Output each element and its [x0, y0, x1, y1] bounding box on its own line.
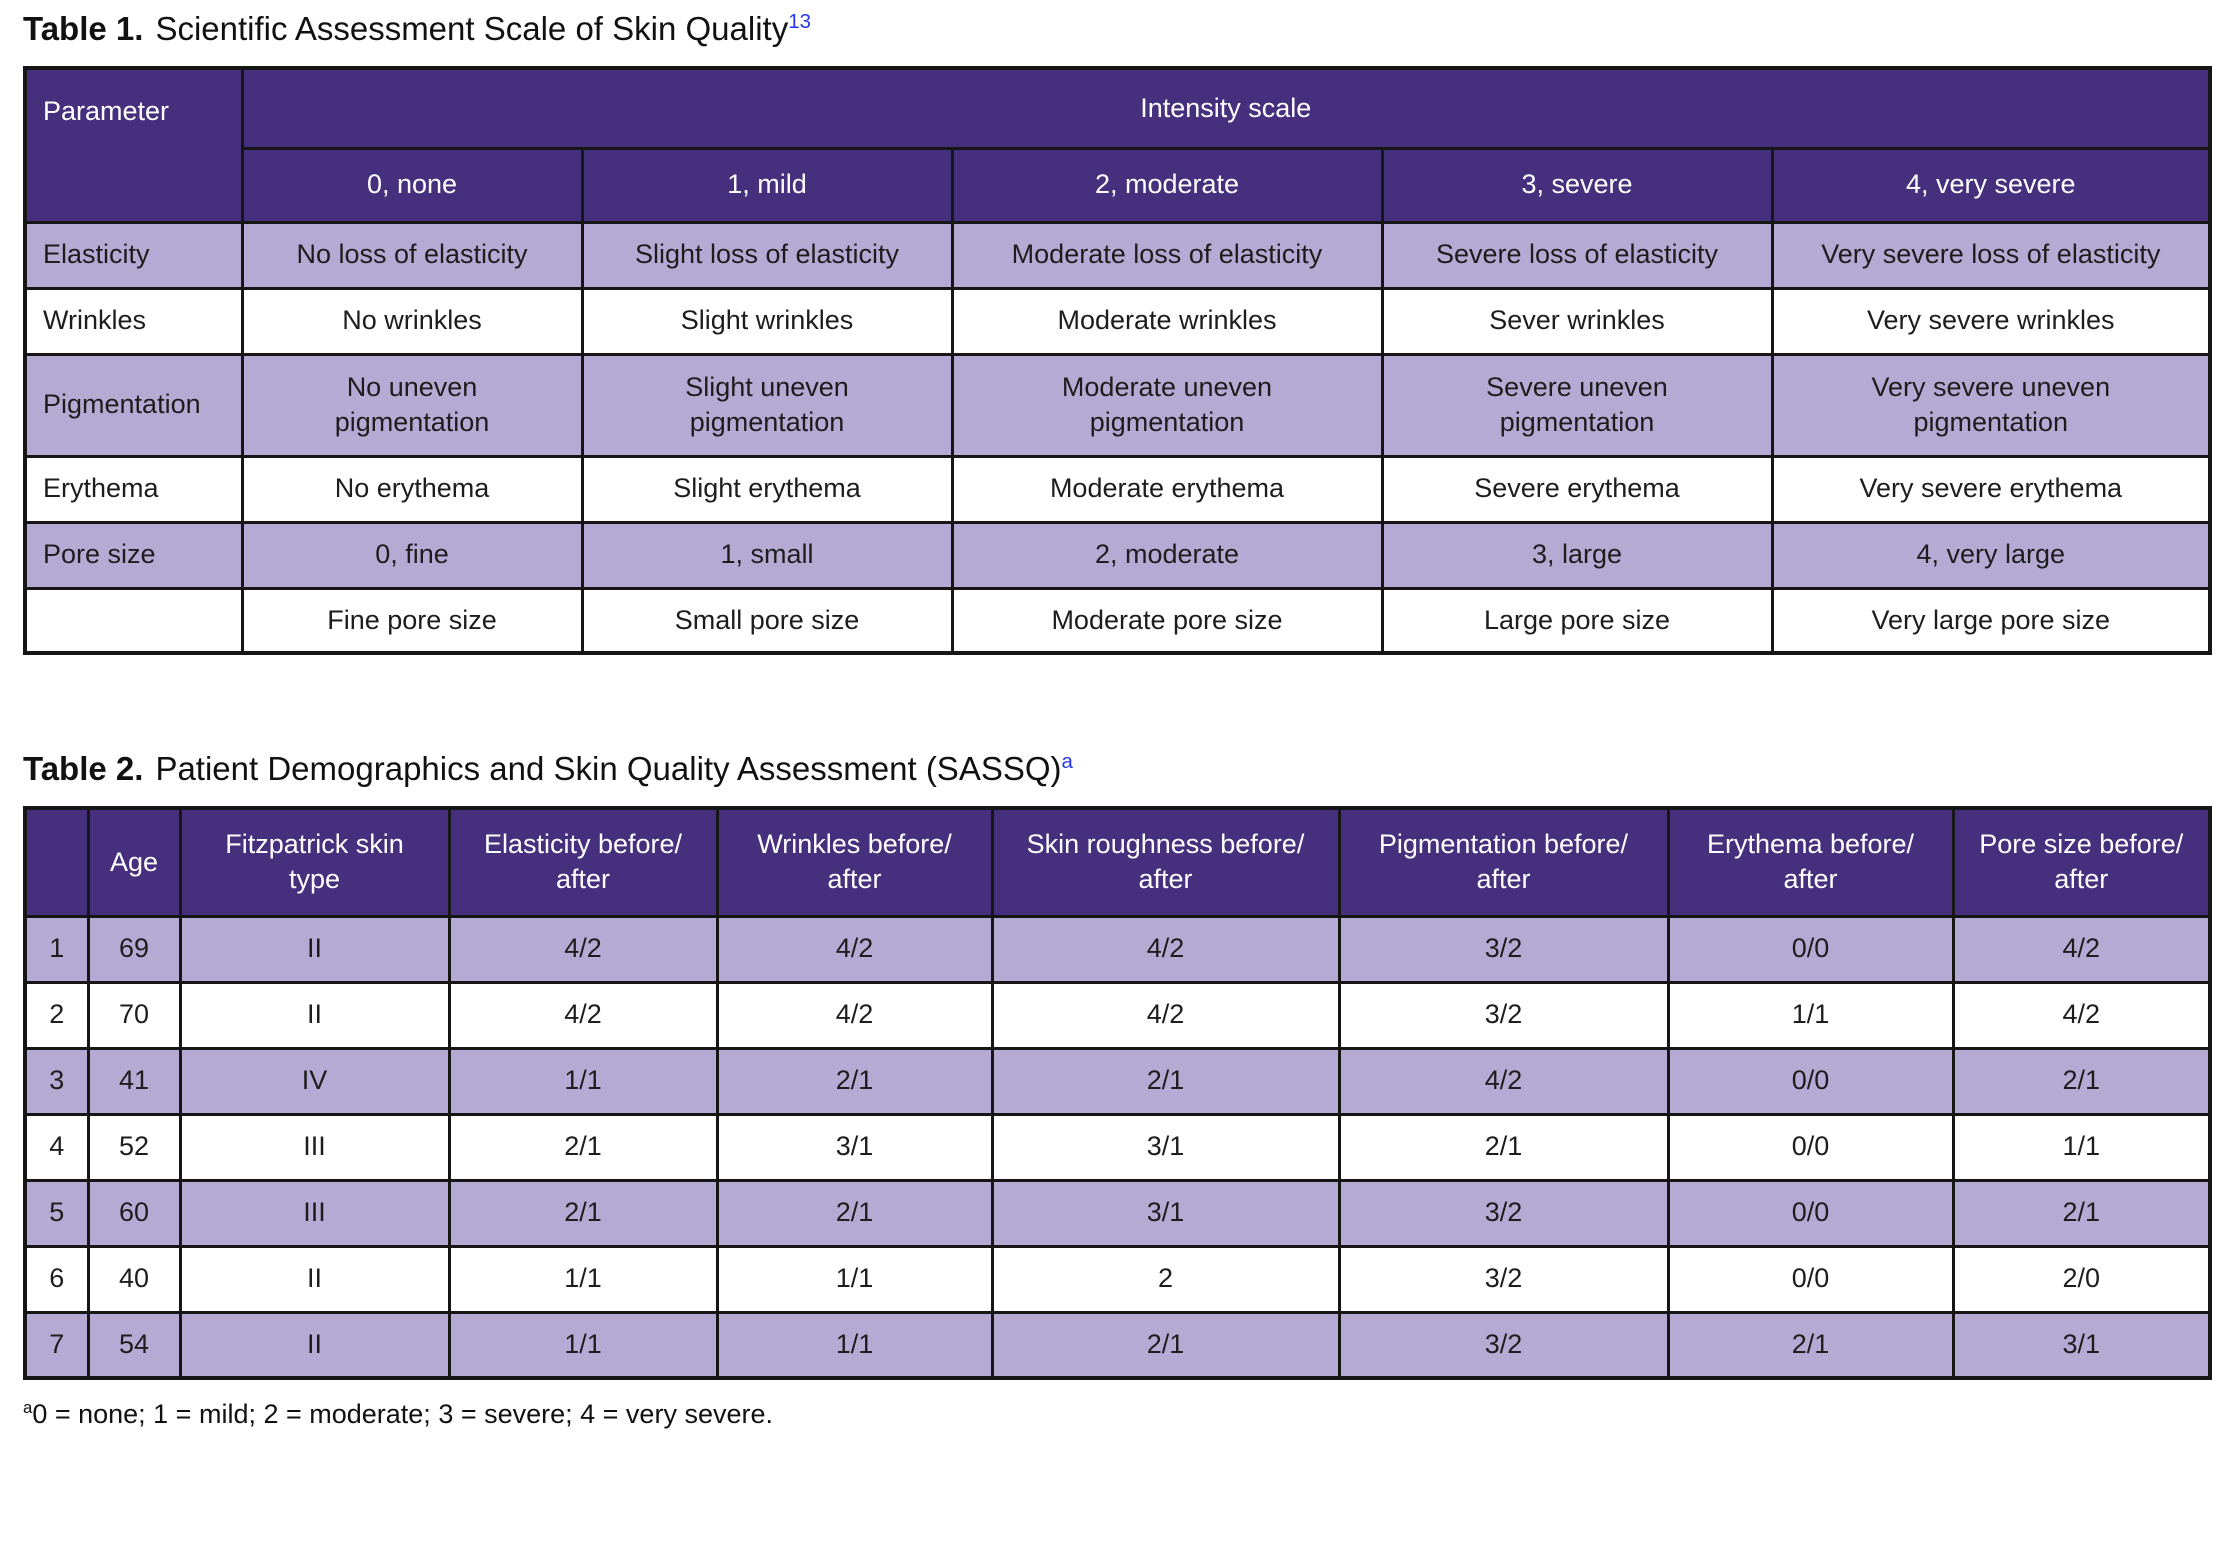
- t2-cell: 2/1: [1953, 1180, 2210, 1246]
- t1-row-elasticity: [25, 222, 2210, 288]
- t2-cell: 3: [25, 1048, 88, 1114]
- t1-param-cell: Pore size: [25, 522, 242, 588]
- t1-cell: No uneven pigmentation: [242, 354, 582, 456]
- t1-cell: Slight uneven pigmentation: [582, 354, 952, 456]
- t2-cell: 4: [25, 1114, 88, 1180]
- t2-cell: 3/2: [1339, 916, 1668, 982]
- t2-row-7: [25, 1312, 2210, 1378]
- t2-cell: 41: [88, 1048, 180, 1114]
- t1-header-row-2: [25, 148, 2210, 222]
- t1-param-cell: Erythema: [25, 456, 242, 522]
- t1-cell: Very severe loss of elasticity: [1772, 222, 2210, 288]
- t1-header-parameter: Parameter: [25, 68, 242, 222]
- t2-cell: 1/1: [449, 1048, 717, 1114]
- footnote-superscript: a: [23, 1398, 33, 1417]
- t2-cell: 7: [25, 1312, 88, 1378]
- t1-cell: 1, small: [582, 522, 952, 588]
- t1-cell: Moderate wrinkles: [952, 288, 1382, 354]
- t1-cell: Moderate loss of elasticity: [952, 222, 1382, 288]
- t2-cell: 1/1: [449, 1312, 717, 1378]
- t2-cell: 2/1: [1668, 1312, 1953, 1378]
- t1-cell: Large pore size: [1382, 588, 1772, 653]
- t2-cell: 1/1: [717, 1312, 992, 1378]
- t2-cell: 3/2: [1339, 1312, 1668, 1378]
- t1-row-pore-size: [25, 522, 2210, 588]
- t2-row-1: [25, 916, 2210, 982]
- t2-header-fitzpatrick: Fitzpatrick skin type: [180, 808, 449, 916]
- t2-cell: III: [180, 1180, 449, 1246]
- t1-param-cell: Wrinkles: [25, 288, 242, 354]
- t2-cell: 2/0: [1953, 1246, 2210, 1312]
- table1-title-text: Scientific Assessment Scale of Skin Quality: [155, 10, 789, 47]
- t1-header-level-4: 4, very severe: [1772, 148, 2210, 222]
- t1-row-pore-size-desc: [25, 588, 2210, 653]
- t2-cell: 3/2: [1339, 1180, 1668, 1246]
- t1-header-row-1: [25, 68, 2210, 148]
- t2-cell: 0/0: [1668, 1048, 1953, 1114]
- t1-cell: Severe loss of elasticity: [1382, 222, 1772, 288]
- t2-cell: IV: [180, 1048, 449, 1114]
- t1-cell: Fine pore size: [242, 588, 582, 653]
- t2-cell: 54: [88, 1312, 180, 1378]
- t2-cell: 1/1: [1953, 1114, 2210, 1180]
- t1-cell: Slight loss of elasticity: [582, 222, 952, 288]
- t1-cell: Very severe erythema: [1772, 456, 2210, 522]
- t1-cell: 3, large: [1382, 522, 1772, 588]
- footnote-text: 0 = none; 1 = mild; 2 = moderate; 3 = severe; 4 = very severe.: [32, 1399, 773, 1429]
- t2-cell: 4/2: [449, 916, 717, 982]
- t2-cell: 2/1: [449, 1180, 717, 1246]
- t1-cell: No wrinkles: [242, 288, 582, 354]
- t2-cell: 4/2: [717, 916, 992, 982]
- table2-title-label: Table 2.: [23, 750, 144, 787]
- t1-cell: Moderate uneven pigmentation: [952, 354, 1382, 456]
- t2-cell: 4/2: [717, 982, 992, 1048]
- t2-header-pigmentation: Pigmentation before/ after: [1339, 808, 1668, 916]
- t2-cell: 0/0: [1668, 1114, 1953, 1180]
- t2-cell: 60: [88, 1180, 180, 1246]
- t1-header-intensity-scale: Intensity scale: [242, 68, 2210, 148]
- t2-cell: II: [180, 982, 449, 1048]
- t1-row-wrinkles: [25, 288, 2210, 354]
- patient-demographics-table: [23, 806, 2212, 1380]
- t2-header-elasticity: Elasticity before/ after: [449, 808, 717, 916]
- t2-cell: 2/1: [449, 1114, 717, 1180]
- t2-cell: 2/1: [1339, 1114, 1668, 1180]
- t2-cell: 4/2: [992, 916, 1339, 982]
- t2-cell: 2/1: [717, 1048, 992, 1114]
- t2-row-2: [25, 982, 2210, 1048]
- table1-title: [23, 10, 2208, 48]
- table2-title-text: Patient Demographics and Skin Quality Assessment (SASSQ): [155, 750, 1062, 787]
- t1-param-cell: Elasticity: [25, 222, 242, 288]
- t1-cell: Very severe uneven pigmentation: [1772, 354, 2210, 456]
- t1-cell: Severe uneven pigmentation: [1382, 354, 1772, 456]
- t2-header-erythema: Erythema before/ after: [1668, 808, 1953, 916]
- t2-header-skin-roughness: Skin roughness before/ after: [992, 808, 1339, 916]
- t1-cell: Severe erythema: [1382, 456, 1772, 522]
- t2-cell: 4/2: [1339, 1048, 1668, 1114]
- t2-header-wrinkles: Wrinkles before/ after: [717, 808, 992, 916]
- t2-header-pore-size: Pore size before/ after: [1953, 808, 2210, 916]
- t1-cell: No loss of elasticity: [242, 222, 582, 288]
- t2-cell: 1/1: [449, 1246, 717, 1312]
- t1-param-cell: Pigmentation: [25, 354, 242, 456]
- t2-header-age: Age: [88, 808, 180, 916]
- t2-cell: 5: [25, 1180, 88, 1246]
- t2-cell: 1/1: [1668, 982, 1953, 1048]
- t2-cell: 2/1: [717, 1180, 992, 1246]
- t2-cell: 3/1: [1953, 1312, 2210, 1378]
- t1-cell: 2, moderate: [952, 522, 1382, 588]
- t2-cell: III: [180, 1114, 449, 1180]
- t2-cell: 3/1: [992, 1114, 1339, 1180]
- table2-title: [23, 750, 2208, 788]
- t2-cell: II: [180, 1312, 449, 1378]
- t2-cell: 2: [992, 1246, 1339, 1312]
- t1-cell: Slight erythema: [582, 456, 952, 522]
- table1-title-superscript: 13: [788, 10, 811, 33]
- t2-cell: 3/1: [992, 1180, 1339, 1246]
- t1-cell: Slight wrinkles: [582, 288, 952, 354]
- t1-row-erythema: [25, 456, 2210, 522]
- t1-cell: Very severe wrinkles: [1772, 288, 2210, 354]
- table2-title-superscript: a: [1061, 750, 1073, 773]
- t2-cell: 4/2: [992, 982, 1339, 1048]
- table1-title-label: Table 1.: [23, 10, 144, 47]
- t2-cell: II: [180, 916, 449, 982]
- t2-cell: 1: [25, 916, 88, 982]
- t1-cell: Very large pore size: [1772, 588, 2210, 653]
- t2-cell: 4/2: [449, 982, 717, 1048]
- t2-cell: 2/1: [992, 1048, 1339, 1114]
- t2-cell: 4/2: [1953, 982, 2210, 1048]
- t2-header-blank: [25, 808, 88, 916]
- t1-cell: Small pore size: [582, 588, 952, 653]
- t1-row-pigmentation: [25, 354, 2210, 456]
- t2-cell: 0/0: [1668, 1180, 1953, 1246]
- t2-cell: 3/2: [1339, 982, 1668, 1048]
- t2-cell: 70: [88, 982, 180, 1048]
- t2-cell: 40: [88, 1246, 180, 1312]
- t1-cell: Moderate pore size: [952, 588, 1382, 653]
- t2-cell: 0/0: [1668, 916, 1953, 982]
- t2-row-5: [25, 1180, 2210, 1246]
- t2-row-3: [25, 1048, 2210, 1114]
- t2-cell: 3/1: [717, 1114, 992, 1180]
- t1-cell: 4, very large: [1772, 522, 2210, 588]
- t2-cell: II: [180, 1246, 449, 1312]
- t2-cell: 2/1: [1953, 1048, 2210, 1114]
- t2-cell: 2/1: [992, 1312, 1339, 1378]
- t2-cell: 4/2: [1953, 916, 2210, 982]
- t1-param-cell: [25, 588, 242, 653]
- skin-quality-scale-table: [23, 66, 2212, 655]
- t2-cell: 6: [25, 1246, 88, 1312]
- t1-cell: No erythema: [242, 456, 582, 522]
- t1-cell: Moderate erythema: [952, 456, 1382, 522]
- t2-cell: 1/1: [717, 1246, 992, 1312]
- t2-cell: 3/2: [1339, 1246, 1668, 1312]
- table2-footnote: [23, 1398, 2208, 1430]
- t2-cell: 69: [88, 916, 180, 982]
- t1-cell: Sever wrinkles: [1382, 288, 1772, 354]
- t1-header-level-1: 1, mild: [582, 148, 952, 222]
- t2-row-4: [25, 1114, 2210, 1180]
- t2-cell: 2: [25, 982, 88, 1048]
- t2-cell: 0/0: [1668, 1246, 1953, 1312]
- t1-header-level-3: 3, severe: [1382, 148, 1772, 222]
- t1-cell: 0, fine: [242, 522, 582, 588]
- t1-header-level-2: 2, moderate: [952, 148, 1382, 222]
- t1-header-level-0: 0, none: [242, 148, 582, 222]
- t2-header-row: [25, 808, 2210, 916]
- t2-row-6: [25, 1246, 2210, 1312]
- t2-cell: 52: [88, 1114, 180, 1180]
